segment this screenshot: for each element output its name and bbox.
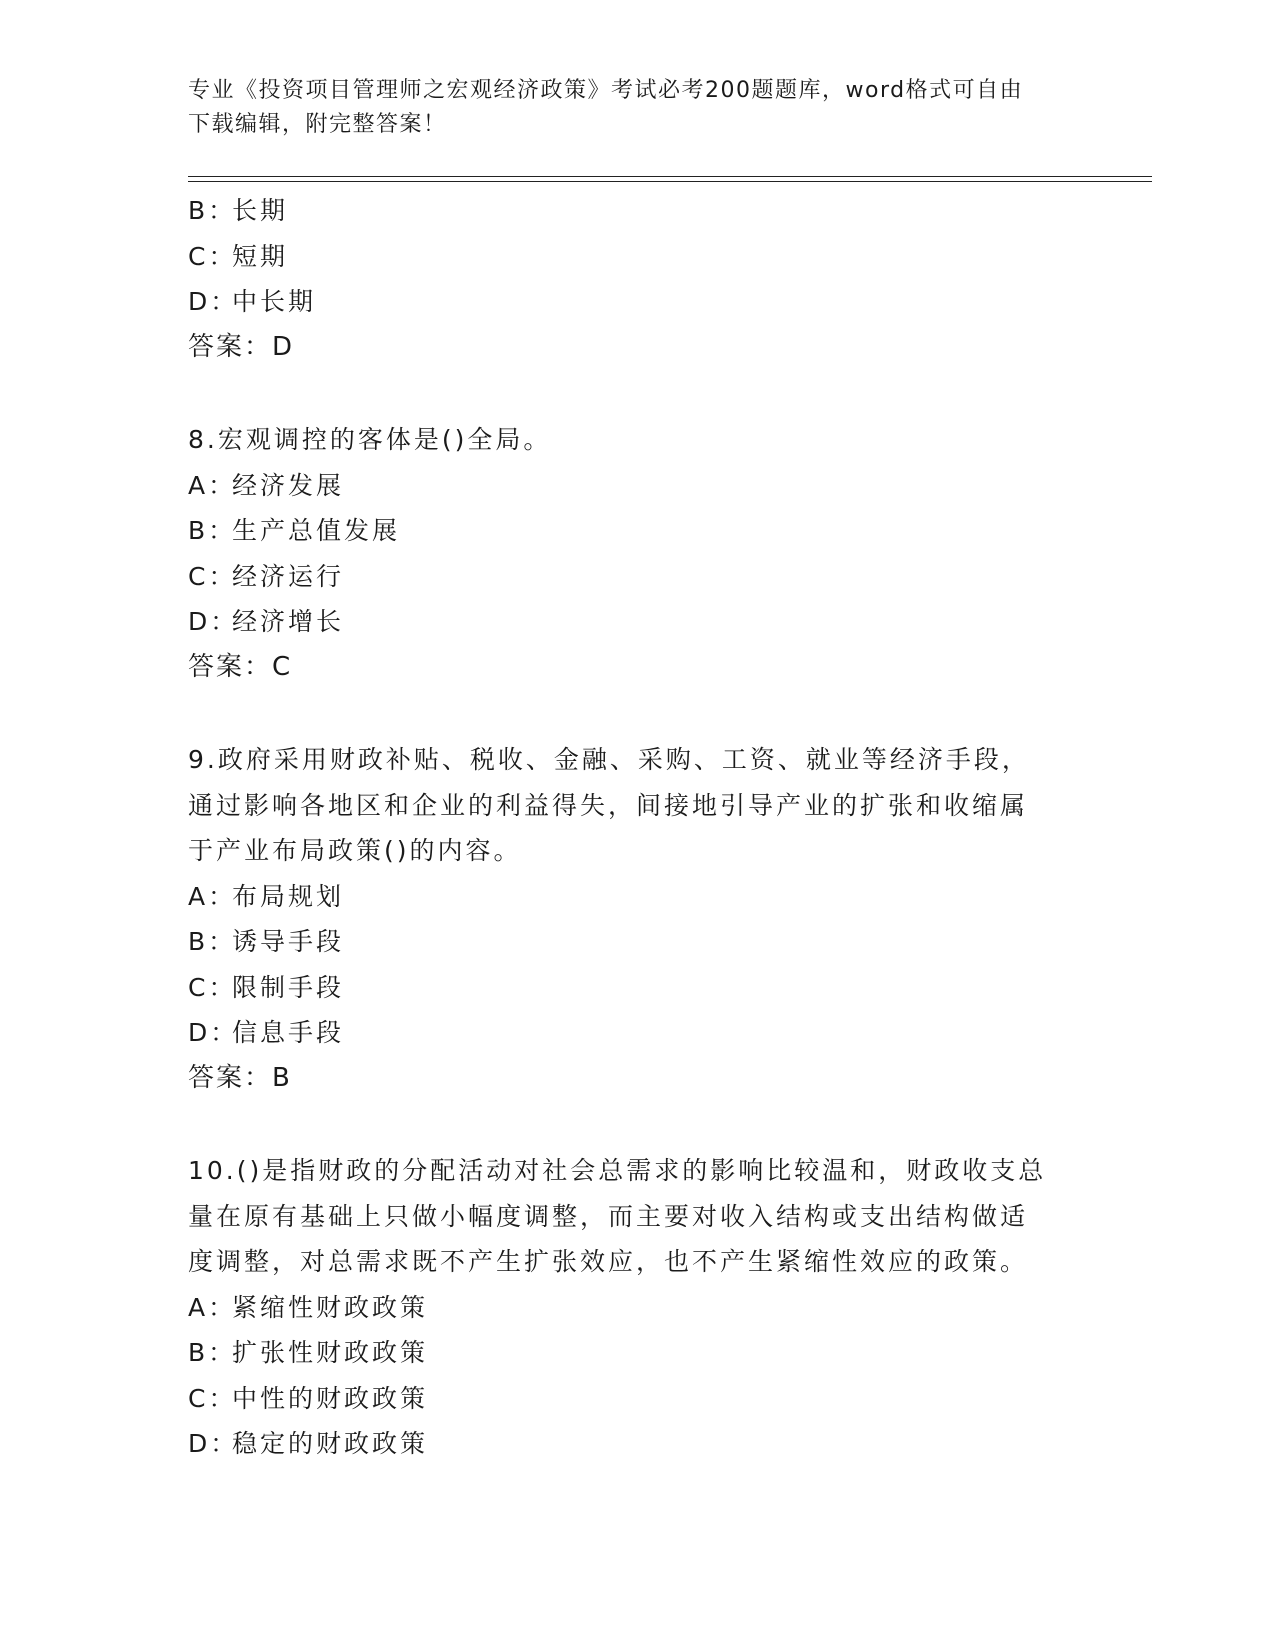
question-stem-line-2: 量在原有基础上只做小幅度调整，而主要对收入结构或支出结构做适	[188, 1201, 1029, 1231]
question-stem-line-1: 9.政府采用财政补贴、税收、金融、采购、工资、就业等经济手段，	[188, 745, 1030, 774]
answer: 答案：C	[188, 651, 293, 682]
option-a: A：布局规划	[188, 881, 345, 911]
question-content	[188, 188, 1088, 1467]
option-d: D：经济增长	[188, 607, 345, 636]
question-stem-line-3: 度调整，对总需求既不产生扩张效应，也不产生紧缩性效应的政策。	[188, 1247, 1029, 1276]
document-header	[188, 74, 1068, 142]
answer: 答案：D	[188, 331, 295, 362]
question-stem: 8.宏观调控的客体是()全局。	[188, 425, 552, 454]
question-stem-line-2: 通过影响各地区和企业的利益得失，间接地引导产业的扩张和收缩属	[188, 790, 1029, 820]
header-line-1: 专业《投资项目管理师之宏观经济政策》考试必考200题题库，word格式可自由	[188, 78, 1024, 103]
question-10	[188, 1148, 1088, 1467]
option-c: C：限制手段	[188, 972, 345, 1002]
option-c: C：短期	[188, 241, 289, 271]
option-c: C：中性的财政政策	[188, 1383, 429, 1413]
option-a: A：紧缩性财政政策	[188, 1292, 429, 1322]
option-b: B：扩张性财政政策	[188, 1338, 429, 1367]
answer: 答案：B	[188, 1062, 292, 1093]
question-stem-line-1: 10.()是指财政的分配活动对社会总需求的影响比较温和，财政收支总	[188, 1156, 1047, 1185]
header-divider-top	[188, 176, 1152, 177]
option-b: B：诱导手段	[188, 927, 345, 956]
option-a: A：经济发展	[188, 470, 345, 500]
option-d: D：稳定的财政政策	[188, 1429, 429, 1458]
option-b: B：长期	[188, 196, 289, 225]
header-line-2: 下载编辑，附完整答案！	[188, 112, 447, 137]
option-c: C：经济运行	[188, 561, 345, 591]
question-9	[188, 737, 1088, 1101]
option-b: B：生产总值发展	[188, 516, 401, 545]
option-d: D：信息手段	[188, 1018, 345, 1047]
question-8	[188, 417, 1088, 690]
question-stem-line-3: 于产业布局政策()的内容。	[188, 836, 522, 865]
option-d: D：中长期	[188, 287, 317, 316]
question-7-continued	[188, 188, 1088, 370]
header-divider-bottom	[188, 181, 1152, 182]
